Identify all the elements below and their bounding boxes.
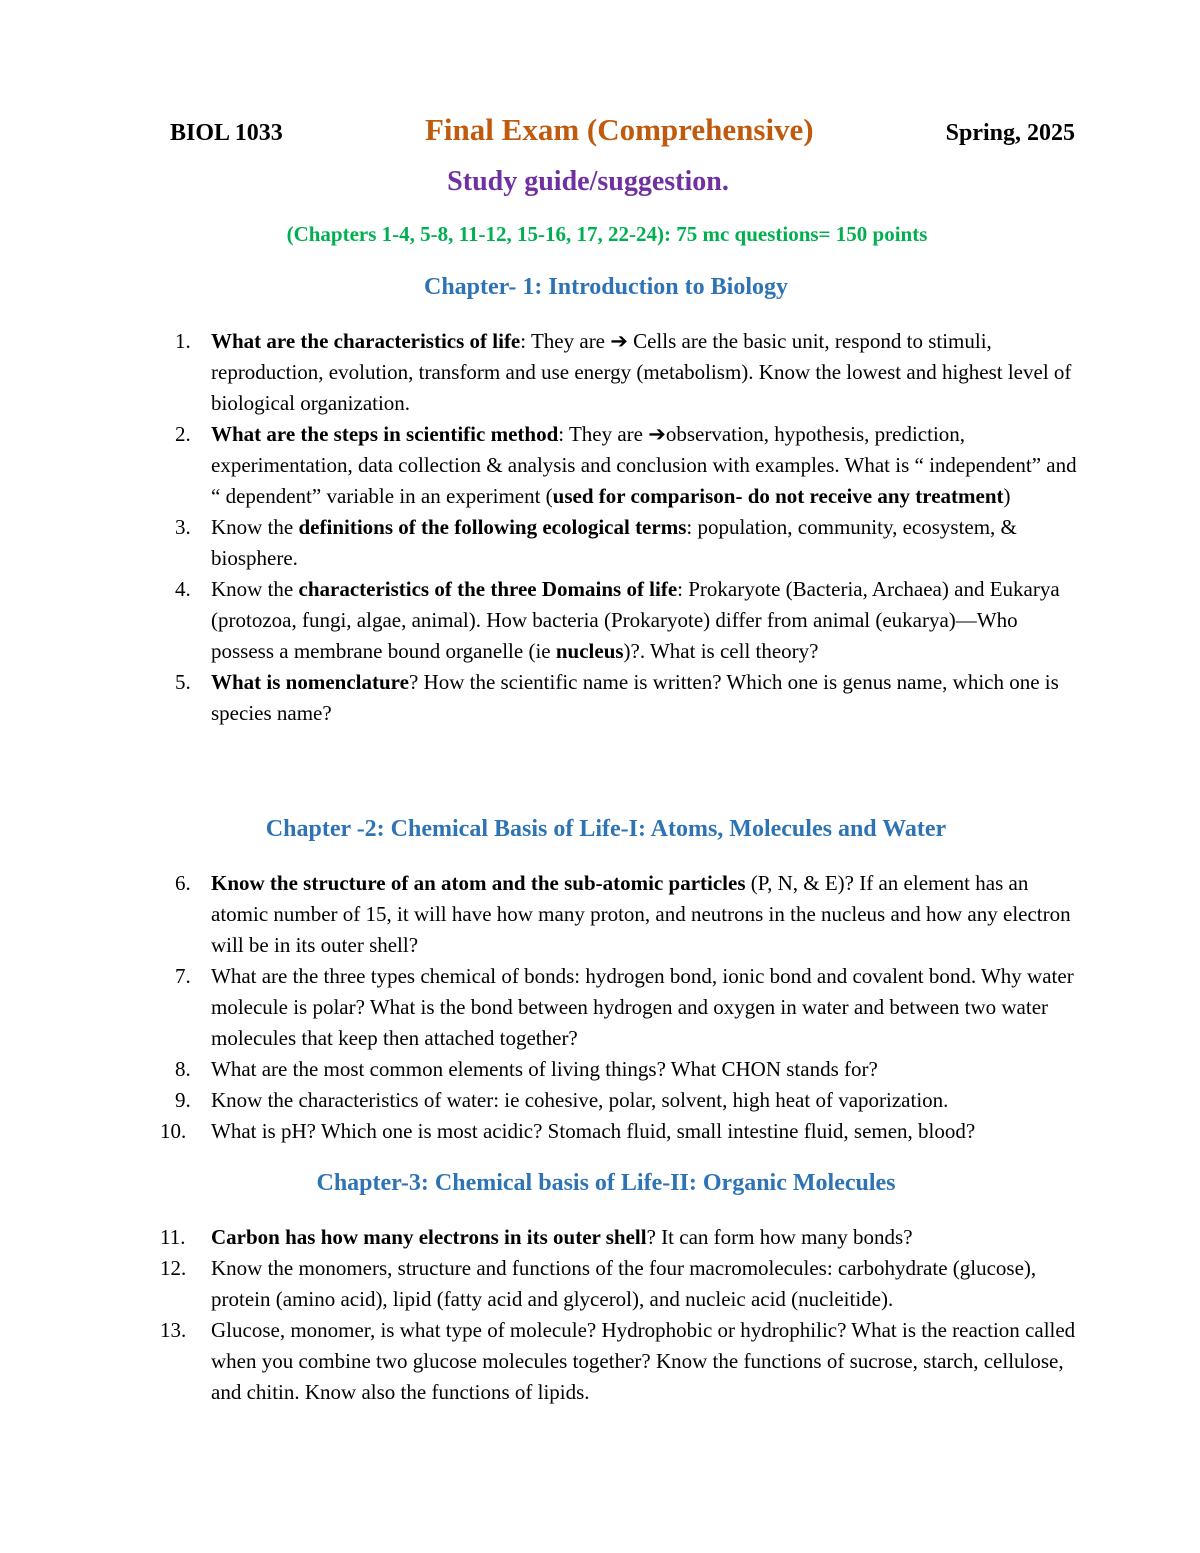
coverage-line: (Chapters 1-4, 5-8, 11-12, 15-16, 17, 22-24): 75 mc questions= 150 points	[286, 222, 928, 246]
question-text: Know the	[211, 577, 299, 601]
list-item	[160, 868, 1080, 961]
list-item	[160, 1116, 1080, 1147]
emphasized-text: used for comparison- do not receive any treatment	[552, 484, 1004, 508]
chapter-heading: Chapter- 1: Introduction to Biology	[423, 274, 788, 300]
question-number: 7.	[175, 964, 191, 988]
question-text: : Prokaryote (Bacteria, Archaea) and Eukarya (protozoa, fungi, algae, animal). How bacteria (Prokaryote) differ from animal (eukarya)—Who possess a membrane bound organelle (ie	[211, 577, 1060, 663]
question-text: Know the	[211, 515, 299, 539]
question-list	[160, 326, 1080, 729]
question-text: What is pH? Which one is most acidic? Stomach fluid, small intestine fluid, semen, blood?	[211, 1119, 976, 1143]
list-item	[160, 1315, 1080, 1408]
course-code: BIOL 1033	[170, 120, 283, 146]
list-item	[160, 512, 1080, 574]
list-item	[160, 1222, 1080, 1253]
question-text: (P, N, & E)? If an element has an atomic number of 15, it will have how many proton, and neutrons in the nucleus and how any electron will be in its outer shell?	[211, 871, 1071, 957]
document-header	[170, 112, 1075, 156]
question-number: 12.	[160, 1256, 187, 1280]
question-text: )	[1003, 484, 1011, 508]
list-item	[160, 574, 1080, 667]
list-item	[160, 1085, 1080, 1116]
subtitle: Study guide/suggestion.	[447, 166, 729, 197]
list-item	[160, 1253, 1080, 1315]
question-number: 10.	[160, 1119, 187, 1143]
emphasized-text: definitions of the following ecological terms	[298, 515, 687, 539]
list-item	[160, 961, 1080, 1054]
question-text: ? How the scientific name is written? Which one is genus name, which one is species name?	[211, 670, 1059, 725]
question-text: : population, community, ecosystem, & biosphere.	[211, 515, 1017, 570]
question-text: What are the three types chemical of bonds: hydrogen bond, ionic bond and covalent bond. Why water molecule is polar? What is the bond between hydrogen and oxygen in water and between two water molecules that keep then attached together?	[211, 964, 1074, 1050]
list-item	[160, 667, 1080, 729]
question-text: ? It can form how many bonds?	[646, 1225, 913, 1249]
question-text: : They are ➔ Cells are the basic unit, respond to stimuli, reproduction, evolution, transform and use energy (metabolism). Know the lowest and highest level of biological organization.	[211, 329, 1072, 415]
emphasized-text: Know the structure of an atom and the sub-atomic particles	[211, 871, 746, 895]
question-number: 6.	[175, 871, 191, 895]
question-number: 5.	[175, 670, 191, 694]
emphasized-text: What are the characteristics of life	[211, 329, 521, 353]
question-number: 11.	[160, 1225, 186, 1249]
question-list	[160, 1222, 1080, 1408]
question-number: 9.	[175, 1088, 191, 1112]
emphasized-text: Carbon has how many electrons in its outer shell	[211, 1225, 647, 1249]
emphasized-text: nucleus	[555, 639, 624, 663]
question-number: 13.	[160, 1318, 187, 1342]
question-text: : They are ➔observation, hypothesis, prediction, experimentation, data collection & analysis and conclusion with examples. What is “ independent” and “ dependent” variable in an experiment (	[211, 422, 1077, 508]
question-text: Glucose, monomer, is what type of molecule? Hydrophobic or hydrophilic? What is the reaction called when you combine two glucose molecules together? Know the functions of sucrose, starch, cellulose, and chitin. Know also the functions of lipids.	[211, 1318, 1076, 1404]
list-item	[160, 1054, 1080, 1085]
exam-title: Final Exam (Comprehensive)	[425, 112, 814, 147]
question-text: What are the most common elements of living things? What CHON stands for?	[211, 1057, 878, 1081]
emphasized-text: What are the steps in scientific method	[211, 422, 559, 446]
question-number: 4.	[175, 577, 191, 601]
question-text: )?. What is cell theory?	[623, 639, 819, 663]
list-item	[160, 419, 1080, 512]
question-text: Know the characteristics of water: ie cohesive, polar, solvent, high heat of vaporization.	[211, 1088, 949, 1112]
question-number: 3.	[175, 515, 191, 539]
list-item	[160, 326, 1080, 419]
term: Spring, 2025	[945, 120, 1075, 146]
chapter-heading: Chapter -2: Chemical Basis of Life-I: Atoms, Molecules and Water	[265, 816, 947, 842]
question-number: 8.	[175, 1057, 191, 1081]
question-text: Know the monomers, structure and functions of the four macromolecules: carbohydrate (glucose), protein (amino acid), lipid (fatty acid and glycerol), and nucleic acid (nucleitide).	[211, 1256, 1037, 1311]
chapter-heading: Chapter-3: Chemical basis of Life-II: Organic Molecules	[316, 1170, 896, 1196]
emphasized-text: What is nomenclature	[211, 670, 409, 694]
question-number: 2.	[175, 422, 191, 446]
question-list	[160, 868, 1080, 1147]
emphasized-text: characteristics of the three Domains of life	[298, 577, 678, 601]
question-number: 1.	[175, 329, 191, 353]
